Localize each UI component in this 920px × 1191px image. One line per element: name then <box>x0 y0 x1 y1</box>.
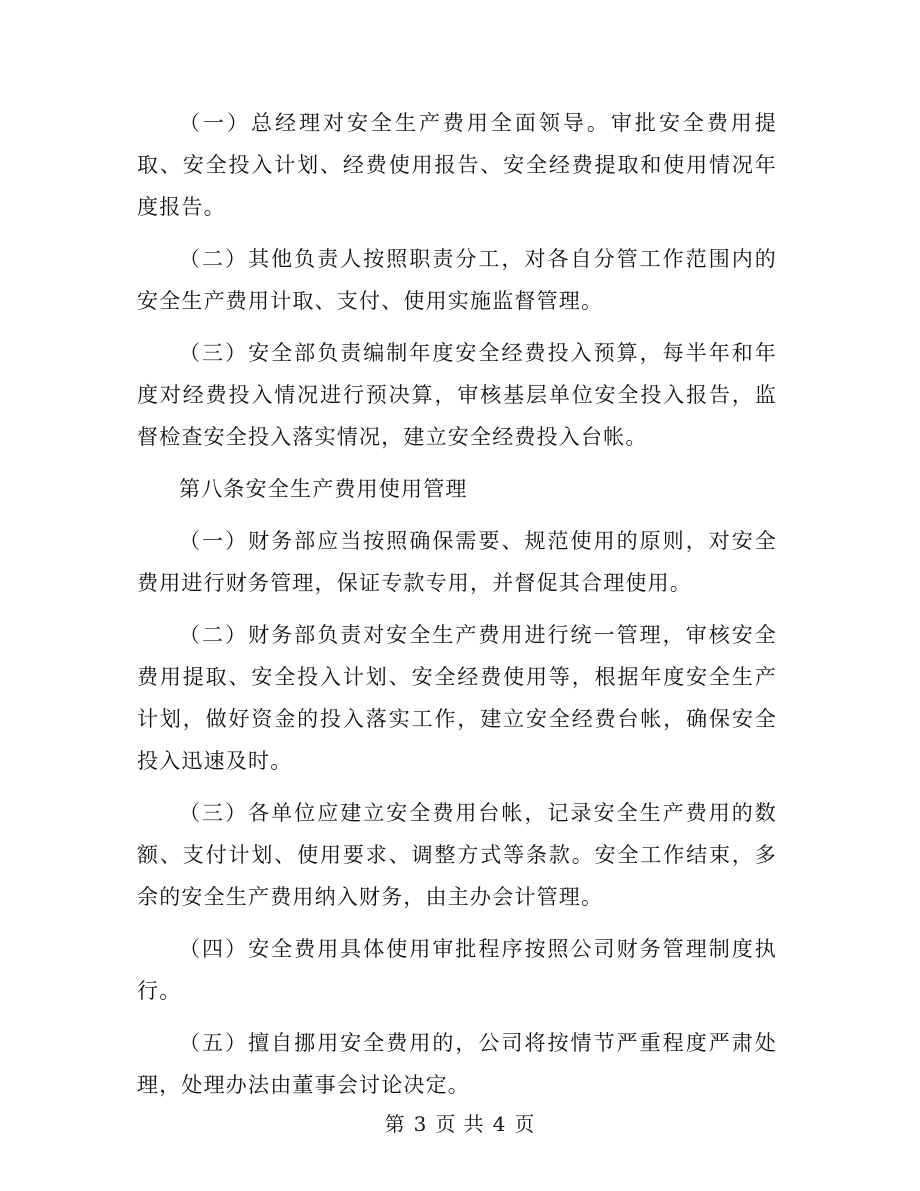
paragraph-1: （一）总经理对安全生产费用全面领导。审批安全费用提取、安全投入计划、经费使用报告、安全经费提取和使用情况年度报告。 <box>137 111 777 219</box>
paragraph-2: （二）其他负责人按照职责分工，对各自分管工作范围内的安全生产费用计取、支付、使用实施监督管理。 <box>137 247 777 313</box>
paragraph-7: （三）各单位应建立安全费用台帐，记录安全生产费用的数额、支付计划、使用要求、调整方式等条款。安全工作结束，多余的安全生产费用纳入财务，由主办会计管理。 <box>137 801 777 909</box>
section-heading-article-8: 第八条安全生产费用使用管理 <box>179 477 468 501</box>
page-number-footer <box>0 1108 920 1137</box>
footer-current-page: 3 <box>413 1112 428 1136</box>
footer-total-pages: 4 <box>492 1112 507 1136</box>
paragraph-9: （五）擅自挪用安全费用的，公司将按情节严重程度严肃处理，处理办法由董事会讨论决定。 <box>137 1031 777 1097</box>
paragraph-5: （一）财务部应当按照确保需要、规范使用的原则，对安全费用进行财务管理，保证专款专用，并督促其合理使用。 <box>137 529 777 595</box>
footer-middle: 页 共 <box>435 1112 485 1136</box>
paragraph-3: （三）安全部负责编制年度安全经费投入预算，每半年和年度对经费投入情况进行预决算，审核基层单位安全投入报告，监督检查安全投入落实情况，建立安全经费投入台帐。 <box>137 341 777 449</box>
document-body <box>137 102 777 1116</box>
paragraph-8: （四）安全费用具体使用审批程序按照公司财务管理制度执行。 <box>137 937 777 1003</box>
footer-suffix: 页 <box>514 1112 536 1136</box>
footer-prefix: 第 <box>384 1112 406 1136</box>
paragraph-6: （二）财务部负责对安全生产费用进行统一管理，审核安全费用提取、安全投入计划、安全经费使用等，根据年度安全生产计划，做好资金的投入落实工作，建立安全经费台帐，确保安全投入迅速及时。 <box>137 623 777 773</box>
